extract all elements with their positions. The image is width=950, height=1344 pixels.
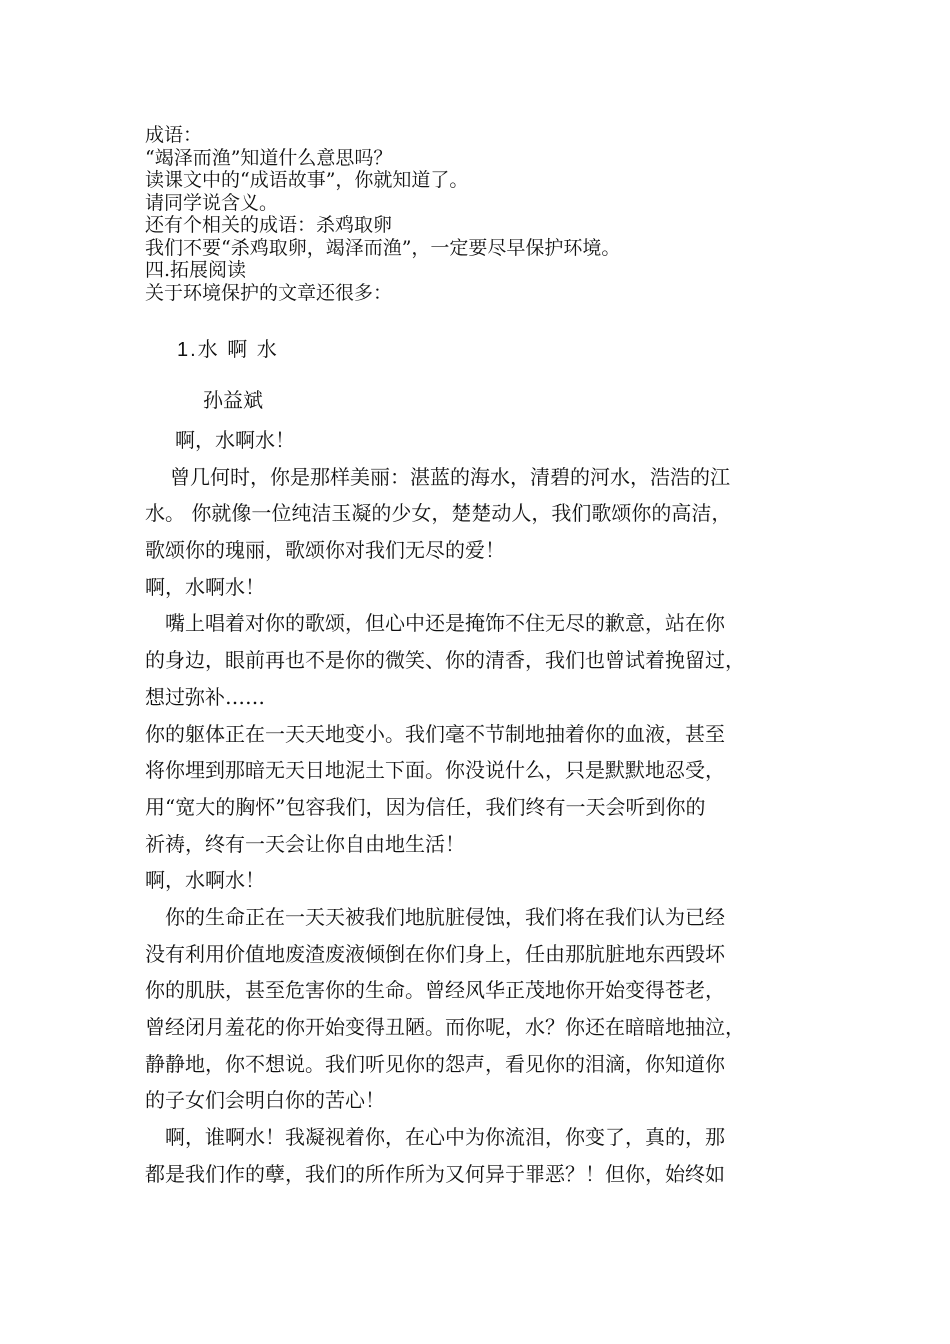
article-line: 你的生命正在一天天被我们地肮脏侵蚀，我们将在我们认为已经 (165, 904, 725, 929)
article-line: 曾经闭月羞花的你开始变得丑陋。而你呢，水？你还在暗暗地抽泣， (145, 1015, 745, 1039)
article-line: 嘴上唱着对你的歌颂，但心中还是掩饰不住无尽的歉意，站在你 (165, 611, 725, 636)
article-line: 都是我们作的孽，我们的所作所为又何异于罪恶？！但你，始终如 (145, 1161, 725, 1186)
intro-line: 还有个相关的成语：杀鸡取卵 (145, 214, 393, 236)
intro-section (145, 124, 845, 304)
article-line: 啊，水啊水！ (145, 574, 265, 599)
article-line: 曾几何时，你是那样美丽：湛蓝的海水，清碧的河水，浩浩的江 (170, 464, 730, 489)
article-line: 静静地，你不想说。我们听见你的怨声，看见你的泪滴，你知道你 (145, 1051, 725, 1076)
article-line: 祈祷，终有一天会让你自由地生活！ (145, 831, 465, 856)
article-line: 用“宽大的胸怀”包容我们，因为信任，我们终有一天会听到你的 (145, 794, 706, 819)
intro-line: 读课文中的“成语故事”，你就知道了。 (145, 169, 469, 191)
article-line: 水。 你就像一位纯洁玉凝的少女，楚楚动人，我们歌颂你的高洁， (145, 501, 732, 526)
article-line: 啊，谁啊水！我凝视着你，在心中为你流泪，你变了，真的，那 (165, 1125, 725, 1150)
article-line: 啊，水啊水！ (145, 868, 265, 893)
intro-line: 我们不要“杀鸡取卵，竭泽而渔”，一定要尽早保护环境。 (145, 236, 621, 259)
article-line: 没有利用价值地废渣废液倾倒在你们身上，任由那肮脏地东西毁坏 (145, 941, 725, 966)
article-title: 1.水 啊 水 (177, 339, 279, 361)
article-line: 的子女们会明白你的苦心！ (145, 1088, 385, 1113)
article-line: 将你埋到那暗无天日地泥土下面。你没说什么，只是默默地忍受， (145, 758, 725, 783)
article-line: 歌颂你的瑰丽，歌颂你对我们无尽的爱！ (145, 538, 505, 563)
intro-line: 关于环境保护的文章还很多： (145, 281, 393, 304)
article-line: 想过弥补…… (145, 684, 265, 709)
section-heading: 四.拓展阅读 (145, 259, 247, 281)
article-line: 的身边，眼前再也不是你的微笑、你的清香，我们也曾试着挽留过， (145, 648, 745, 673)
article-line: 你的躯体正在一天天地变小。我们毫不节制地抽着你的血液，甚至 (145, 721, 725, 746)
intro-line: “竭泽而渔”知道什么意思吗？ (145, 146, 393, 169)
intro-line: 成语： (145, 124, 203, 146)
article-line: 你的肌肤，甚至危害你的生命。曾经风华正茂地你开始变得苍老， (145, 978, 725, 1003)
article-line: 啊，水啊水！ (175, 428, 295, 452)
article-body (145, 422, 805, 1192)
article-author: 孙益斌 (203, 388, 263, 412)
intro-line: 请同学说含义。 (145, 191, 279, 214)
